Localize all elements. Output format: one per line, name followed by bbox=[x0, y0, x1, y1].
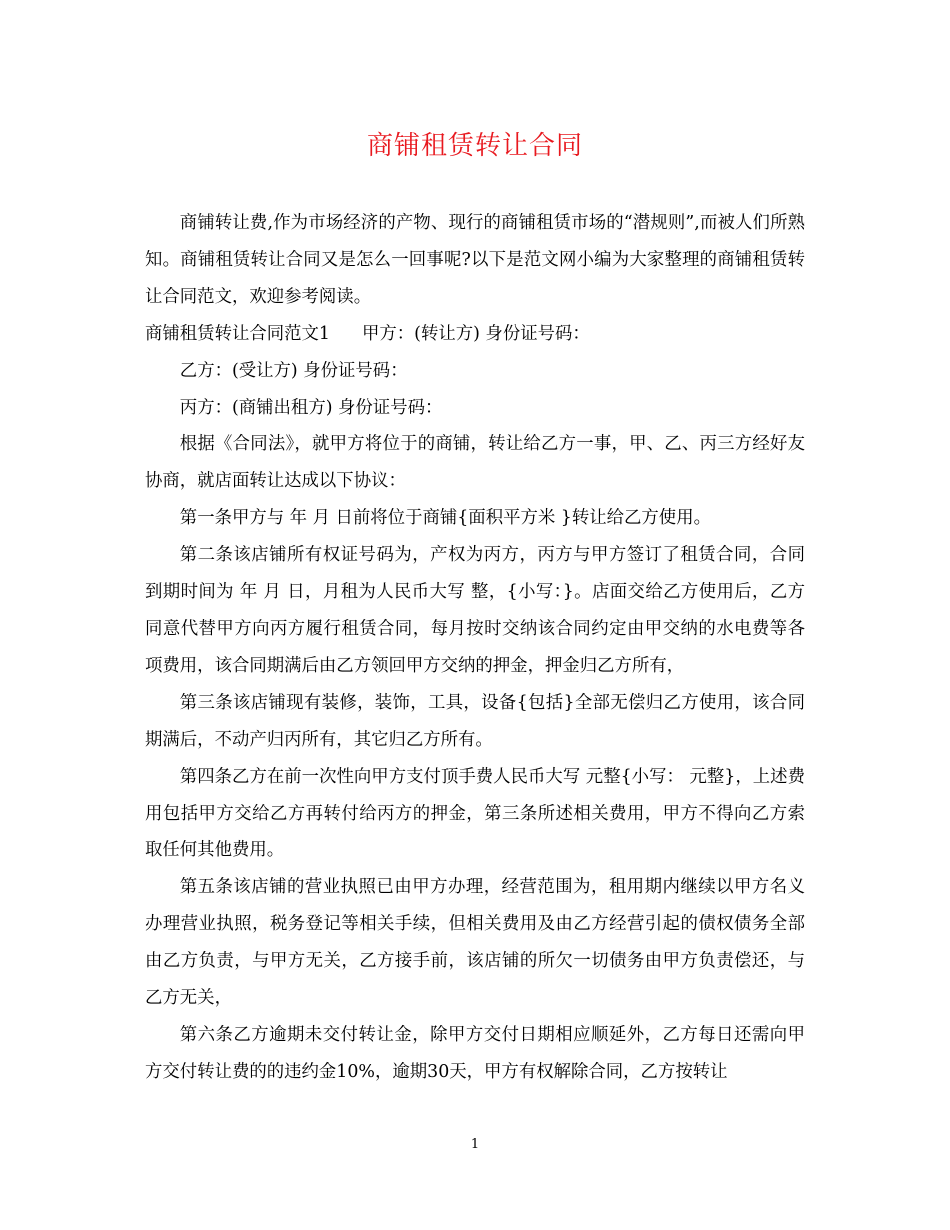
clause-3: 第三条该店铺现有装修，装饰，工具，设备{包括}全部无偿归乙方使用，该合同期满后，不动产归丙所有，其它归乙方所有。 bbox=[145, 692, 805, 750]
party-c-line: 丙方：(商铺出租方) 身份证号码： bbox=[179, 397, 443, 418]
clause-5: 第五条该店铺的营业执照已由甲方办理，经营范围为，租用期内继续以甲方名义办理营业执照，税务登记等相关手续，但相关费用及由乙方经营引起的债权债务全部由乙方负责，与甲方无关，乙方接手前，该店铺的所欠一切债务由甲方负责偿还，与乙方无关， bbox=[145, 877, 805, 1009]
party-a-line: 甲方：(转让方) 身份证号码： bbox=[361, 323, 590, 344]
clause-1: 第一条甲方与 年 月 日前将位于商铺{面积平方米 }转让给乙方使用。 bbox=[179, 508, 711, 529]
clause-2: 第二条该店铺所有权证号码为，产权为丙方，丙方与甲方签订了租赁合同，合同到期时间为 年 月 日，月租为人民币大写 整，{小写：}。店面交给乙方使用后，乙方同意代替甲方向丙方履行租赁合同，每月按时交纳该合同约定由甲交纳的水电费等各项费用，该合同期满后由乙方领回甲方交纳的押金，押金归乙方所有， bbox=[145, 545, 805, 676]
clause-6: 第六条乙方逾期未交付转让金，除甲方交付日期相应顺延外，乙方每日还需向甲方交付转让费的的违约金10%，逾期30天，甲方有权解除合同，乙方按转让 bbox=[145, 1024, 805, 1082]
clause-4: 第四条乙方在前一次性向甲方支付顶手费人民币大写 元整{小写： 元整}，上述费用包括甲方交给乙方再转付给丙方的押金，第三条所述相关费用，甲方不得向乙方索取任何其他费用。 bbox=[145, 766, 805, 861]
intro-paragraph: 商铺转让费,作为市场经济的产物、现行的商铺租赁市场的“潜规则”,而被人们所熟知。商铺租赁转让合同又是怎么一回事呢?以下是范文网小编为大家整理的商铺租赁转让合同范文，欢迎参考阅读。 bbox=[145, 213, 805, 307]
document-body bbox=[145, 205, 805, 1091]
preamble-paragraph: 根据《合同法》，就甲方将位于的商铺，转让给乙方一事，甲、乙、丙三方经好友协商，就店面转让达成以下协议： bbox=[145, 434, 805, 492]
sample-heading-line bbox=[145, 316, 805, 353]
sample-heading: 商铺租赁转让合同范文1 bbox=[145, 323, 330, 344]
document-title: 商铺租赁转让合同 bbox=[366, 131, 583, 161]
page-number: 1 bbox=[470, 1137, 480, 1152]
party-b-line: 乙方：(受让方) 身份证号码： bbox=[179, 360, 408, 381]
